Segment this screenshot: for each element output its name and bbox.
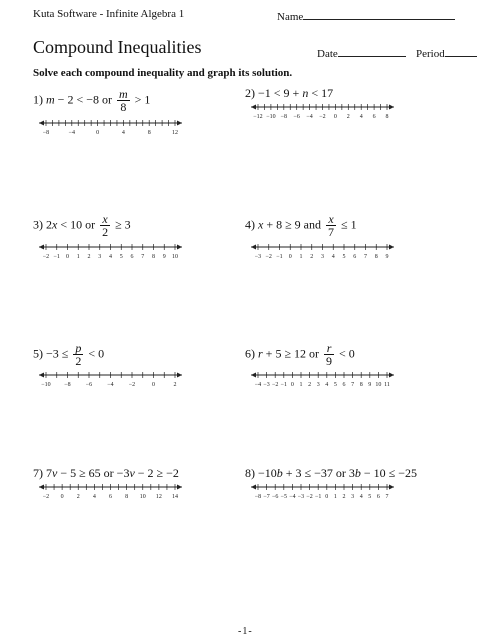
worksheet-title: Compound Inequalities — [33, 37, 202, 57]
right-arrow-icon — [177, 373, 182, 378]
number-line-svg — [245, 481, 400, 503]
tick-label: 2 — [310, 254, 314, 260]
left-arrow-icon — [251, 105, 256, 110]
problem-number: 5) — [33, 346, 43, 361]
page-number: -1- — [238, 626, 253, 637]
tick-label: 4 — [325, 382, 329, 388]
tick-label: 7 — [385, 494, 389, 500]
right-arrow-icon — [389, 485, 394, 490]
name-blank — [303, 8, 455, 20]
expression-text: + 5 ≥ 12 or — [262, 346, 323, 361]
expression-text: −10 — [258, 466, 277, 480]
tick-label: 8 — [374, 254, 378, 260]
number-line-8[interactable] — [245, 481, 400, 503]
tick-label: −12 — [253, 114, 263, 120]
tick-label: −1 — [53, 254, 60, 260]
tick-label: 8 — [152, 254, 155, 260]
expression-text: < 0 — [336, 346, 355, 361]
date-field[interactable] — [317, 45, 406, 60]
expression-text: − 10 ≤ −25 — [360, 466, 418, 480]
number-line-svg — [33, 117, 188, 139]
tick-label: −4 — [254, 382, 262, 388]
tick-label: 0 — [290, 382, 294, 388]
fraction-denominator: 9 — [326, 354, 333, 368]
variable: x — [258, 217, 264, 232]
tick-label: 5 — [119, 254, 123, 260]
problem-6 — [245, 342, 355, 367]
publisher-label: Kuta Software - Infinite Algebra 1 — [33, 8, 185, 20]
left-arrow-icon — [39, 121, 44, 126]
tick-label: −10 — [266, 114, 276, 120]
number-line-4[interactable] — [245, 241, 400, 263]
tick-label: 4 — [109, 254, 112, 260]
tick-label: 6 — [342, 382, 346, 388]
left-arrow-icon — [39, 245, 44, 250]
tick-label: −1 — [315, 494, 322, 500]
date-label: Date — [317, 48, 338, 60]
tick-label: −7 — [263, 494, 270, 500]
tick-label: 4 — [331, 254, 335, 260]
tick-label: 1 — [299, 254, 303, 260]
expression-text: < 10 or — [57, 217, 99, 232]
left-arrow-icon — [251, 485, 256, 490]
right-arrow-icon — [177, 485, 182, 490]
tick-label: 10 — [172, 254, 178, 260]
tick-label: 6 — [109, 494, 112, 500]
tick-label: −2 — [265, 254, 272, 260]
tick-label: 6 — [353, 254, 357, 260]
tick-label: 3 — [98, 254, 102, 260]
tick-label: 11 — [384, 382, 390, 388]
tick-label: 7 — [364, 254, 367, 260]
number-line-svg — [33, 481, 188, 503]
fraction — [117, 88, 130, 113]
fraction-numerator: m — [118, 87, 128, 101]
tick-label: 0 — [288, 254, 292, 260]
left-arrow-icon — [39, 373, 44, 378]
number-line-2[interactable] — [245, 101, 400, 123]
tick-label: 9 — [368, 382, 372, 388]
right-arrow-icon — [177, 121, 182, 126]
tick-label: −1 — [280, 382, 287, 388]
tick-label: −2 — [42, 494, 50, 500]
expression-text: ≤ 1 — [338, 217, 357, 232]
tick-label: 14 — [172, 494, 178, 500]
expression-text: − 2 < −8 or — [54, 92, 115, 107]
tick-label: 5 — [342, 254, 346, 260]
fraction — [324, 342, 334, 367]
tick-label: 3 — [321, 254, 324, 260]
tick-label: 0 — [333, 114, 337, 120]
problem-number: 2) — [245, 86, 255, 100]
tick-label: 1 — [299, 382, 303, 388]
tick-label: 3 — [351, 494, 355, 500]
variable: m — [46, 92, 55, 107]
problem-5 — [33, 342, 104, 367]
variable: n — [302, 86, 309, 100]
problem-1 — [33, 88, 150, 113]
name-field[interactable] — [277, 8, 455, 23]
problem-number: 1) — [33, 92, 43, 107]
tick-label: 12 — [172, 130, 178, 136]
right-arrow-icon — [389, 245, 394, 250]
tick-label: 3 — [316, 382, 320, 388]
problem-4 — [245, 213, 357, 238]
fraction-numerator: p — [75, 341, 82, 355]
number-line-svg — [245, 241, 400, 263]
tick-label: −1 — [276, 254, 283, 260]
tick-label: −8 — [280, 114, 287, 120]
tick-label: 0 — [96, 130, 100, 136]
fraction — [73, 342, 83, 367]
tick-label: 5 — [333, 382, 337, 388]
tick-label: −4 — [68, 130, 75, 136]
number-line-5[interactable] — [33, 369, 188, 391]
period-field[interactable] — [416, 45, 477, 60]
tick-label: 10 — [375, 382, 382, 388]
tick-label: 8 — [359, 382, 363, 388]
tick-label: 0 — [60, 494, 64, 500]
tick-label: −4 — [107, 382, 114, 388]
tick-label: 4 — [121, 130, 125, 136]
problem-3 — [33, 213, 131, 238]
variable: x — [52, 217, 58, 232]
period-blank — [445, 45, 477, 57]
tick-label: −5 — [280, 494, 287, 500]
tick-label: 8 — [147, 130, 151, 136]
number-line-7[interactable] — [33, 481, 188, 503]
problem-7 — [33, 466, 179, 481]
tick-label: −2 — [128, 382, 136, 388]
tick-label: 4 — [92, 494, 96, 500]
number-line-svg — [245, 369, 400, 391]
number-line-1[interactable] — [33, 117, 188, 139]
fraction-denominator: 2 — [102, 225, 109, 239]
tick-label: 12 — [155, 494, 162, 500]
number-line-3[interactable] — [33, 241, 188, 263]
tick-label: 1 — [76, 254, 80, 260]
tick-label: 7 — [141, 254, 145, 260]
tick-label: 0 — [66, 254, 69, 260]
expression-text: < 0 — [85, 346, 105, 361]
expression-text: + 3 ≤ −37 or 3 — [282, 466, 355, 480]
fraction-numerator: x — [100, 213, 110, 226]
period-label: Period — [416, 48, 445, 60]
tick-label: −8 — [42, 130, 50, 136]
problem-number: 7) — [33, 466, 43, 480]
tick-label: 0 — [325, 494, 329, 500]
left-arrow-icon — [39, 485, 44, 490]
expression-text: −3 ≤ — [46, 346, 72, 361]
tick-label: −6 — [272, 494, 279, 500]
tick-label: 4 — [359, 114, 363, 120]
number-line-6[interactable] — [245, 369, 400, 391]
tick-label: 6 — [376, 494, 380, 500]
instructions: Solve each compound inequality and graph its solution. — [33, 67, 293, 79]
left-arrow-icon — [251, 373, 256, 378]
date-blank — [338, 45, 406, 57]
problem-number: 8) — [245, 466, 255, 480]
fraction-numerator: r — [324, 342, 334, 355]
tick-label: −4 — [306, 114, 313, 120]
fraction — [100, 213, 110, 238]
problem-number: 3) — [33, 217, 43, 232]
fraction-numerator: x — [326, 213, 336, 226]
right-arrow-icon — [177, 245, 182, 250]
variable: b — [354, 466, 361, 480]
tick-label: 2 — [76, 494, 80, 500]
number-line-svg — [33, 369, 188, 391]
tick-label: −6 — [85, 382, 93, 388]
expression-text: 7 — [46, 466, 52, 480]
tick-label: −10 — [41, 382, 51, 388]
tick-label: −3 — [254, 254, 262, 260]
expression-text: − 5 ≥ 65 or −3 — [57, 466, 130, 480]
variable: r — [258, 346, 263, 361]
right-arrow-icon — [389, 105, 394, 110]
tick-label: 0 — [152, 382, 155, 388]
tick-label: −4 — [289, 494, 296, 500]
variable: v — [52, 466, 58, 480]
tick-label: 2 — [87, 254, 91, 260]
fraction-denominator: 7 — [328, 225, 335, 239]
tick-label: −8 — [64, 382, 71, 388]
problem-8 — [245, 466, 417, 481]
tick-label: 5 — [368, 494, 372, 500]
problem-2 — [245, 86, 333, 101]
tick-label: −2 — [319, 114, 326, 120]
number-line-svg — [33, 241, 188, 263]
number-line-svg — [245, 101, 400, 123]
tick-label: −2 — [306, 494, 313, 500]
right-arrow-icon — [389, 373, 394, 378]
tick-label: −2 — [272, 382, 279, 388]
problem-number: 4) — [245, 217, 255, 232]
tick-label: 8 — [125, 494, 129, 500]
tick-label: 2 — [342, 494, 346, 500]
problem-number: 6) — [245, 346, 255, 361]
variable: b — [276, 466, 283, 480]
expression-text: ≥ 3 — [112, 217, 131, 232]
tick-label: 6 — [372, 114, 376, 120]
tick-label: −2 — [42, 254, 50, 260]
variable: v — [129, 466, 135, 480]
expression-text: + 8 ≥ 9 and — [263, 217, 325, 232]
name-label: Name — [277, 11, 304, 23]
tick-label: 2 — [308, 382, 312, 388]
tick-label: 7 — [351, 382, 355, 388]
expression-text: − 2 ≥ −2 — [134, 466, 179, 480]
tick-label: −8 — [254, 494, 262, 500]
tick-label: 10 — [139, 494, 146, 500]
tick-label: −3 — [263, 382, 270, 388]
tick-label: 1 — [333, 494, 337, 500]
tick-label: 9 — [162, 254, 166, 260]
tick-label: 9 — [385, 254, 389, 260]
tick-label: 8 — [385, 114, 389, 120]
tick-label: 2 — [173, 382, 177, 388]
fraction-denominator: 8 — [120, 100, 127, 114]
expression-text: −1 < 9 + — [258, 86, 303, 100]
tick-label: −6 — [293, 114, 300, 120]
expression-text: > 1 — [131, 92, 151, 107]
expression-text: < 17 — [308, 86, 334, 100]
tick-label: 4 — [359, 494, 363, 500]
fraction — [326, 213, 336, 238]
expression-text: 2 — [46, 217, 52, 232]
fraction-denominator: 2 — [75, 354, 82, 368]
tick-label: 6 — [130, 254, 134, 260]
tick-label: 2 — [346, 114, 350, 120]
left-arrow-icon — [251, 245, 256, 250]
tick-label: −3 — [297, 494, 305, 500]
